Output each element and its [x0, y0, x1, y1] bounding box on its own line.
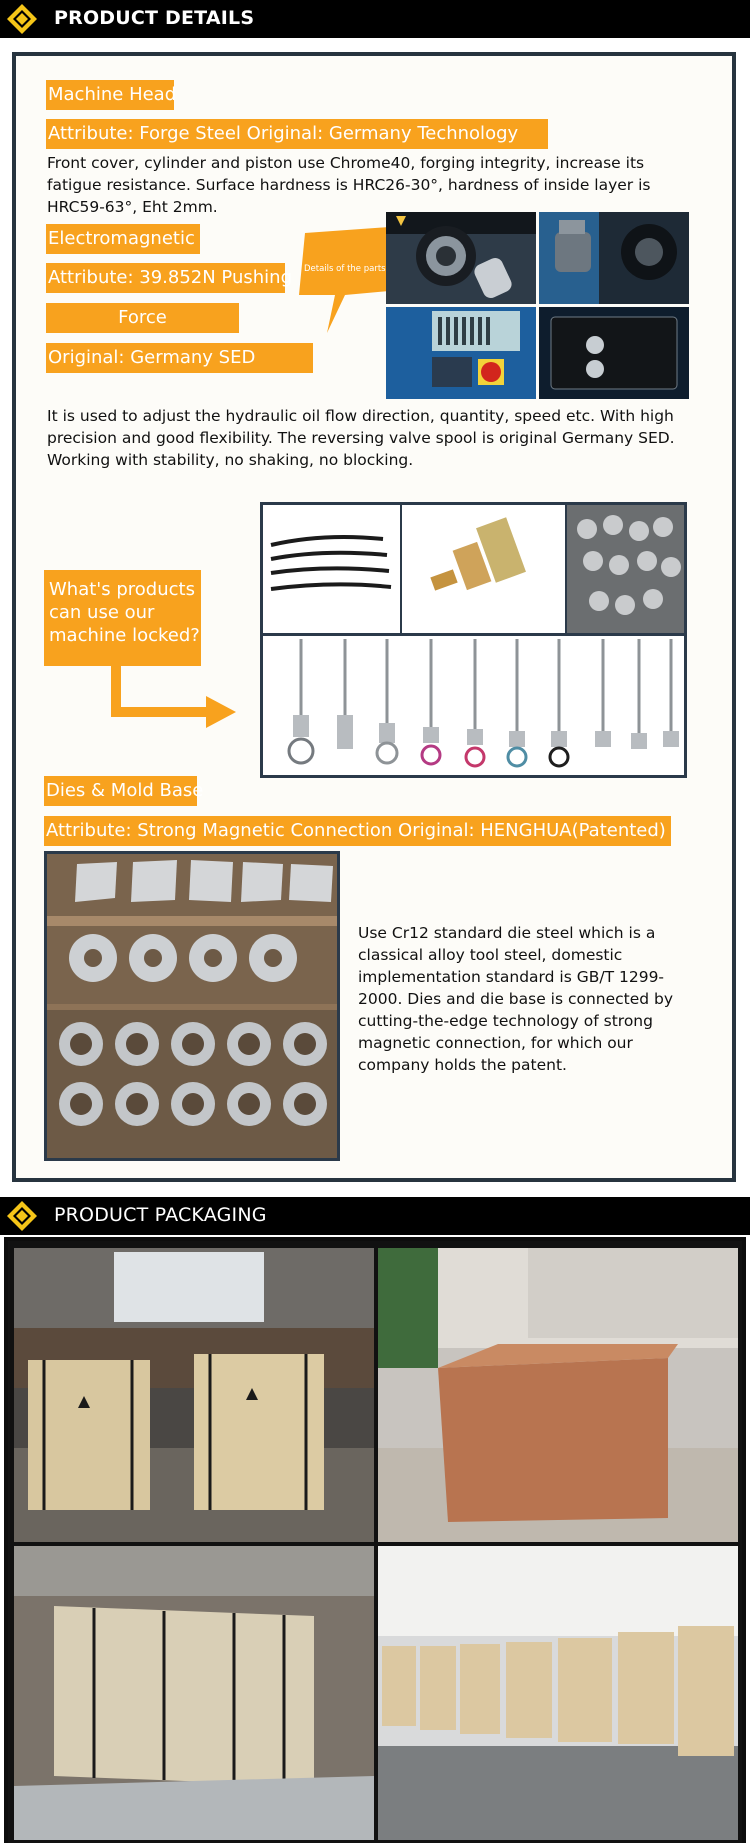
electromagnetic-valve-photo: [539, 212, 689, 304]
machine-head-title: Machine Head: [46, 80, 174, 110]
machine-head-description: Front cover, cylinder and piston use Chrome40, forging integrity, increase its fatigue resistance. Surface hardness is HRC26-30°, hardness of inside layer is HRC59-63°, Eht 2mm.: [47, 154, 651, 216]
packaging-photo-outdoor-crate: [378, 1248, 738, 1542]
product-packaging-banner: [0, 1197, 750, 1235]
packaging-banner-title: PRODUCT PACKAGING: [54, 1204, 267, 1226]
electromagnetic-attribute: Attribute: 39.852N Pushing: [46, 263, 285, 293]
electromagnetic-original: Original: Germany SED: [46, 343, 313, 373]
details-callout-text: Details of the parts: [304, 264, 386, 274]
button-panel-photo: [539, 307, 689, 399]
machine-head-attribute: Attribute: Forge Steel Original: Germany Technology: [46, 119, 548, 149]
diamond-icon: [6, 1200, 38, 1232]
packaging-photo-row-crates: [378, 1546, 738, 1840]
arrow-right-icon: [110, 664, 240, 736]
dies-description: Use Cr12 standard die steel which is a classical alloy tool steel, domestic implementation standard is GB/T 1299-2000. Dies and die base is connected by cutting-the-edge technology of strong magnetic connection, for which our company holds the patent.: [358, 924, 674, 1074]
packaging-photo-truck: [14, 1546, 374, 1840]
dies-title: Dies & Mold Base: [44, 776, 197, 806]
diamond-icon: [6, 3, 38, 35]
products-photo-collage: [260, 502, 687, 778]
machine-head-photo: [386, 212, 536, 304]
electromagnetic-description: It is used to adjust the hydraulic oil flow direction, quantity, speed etc. With high precision and good flexibility. The reversing valve spool is original Germany SED. Working with stability, no shaking, no blocking.: [47, 407, 675, 469]
details-callout: [297, 225, 389, 333]
dies-photo: [44, 851, 340, 1161]
dies-attribute: Attribute: Strong Magnetic Connection Original: HENGHUA(Patented): [44, 816, 671, 846]
product-details-banner: [0, 0, 750, 38]
details-banner-title: PRODUCT DETAILS: [54, 7, 255, 29]
electromagnetic-force: Force: [46, 303, 239, 333]
packaging-photo-warehouse: [14, 1248, 374, 1542]
products-question-box: What's products can use our machine locked?: [44, 570, 201, 666]
control-panel-photo: [386, 307, 536, 399]
electromagnetic-title: Electromagnetic: [46, 224, 200, 254]
